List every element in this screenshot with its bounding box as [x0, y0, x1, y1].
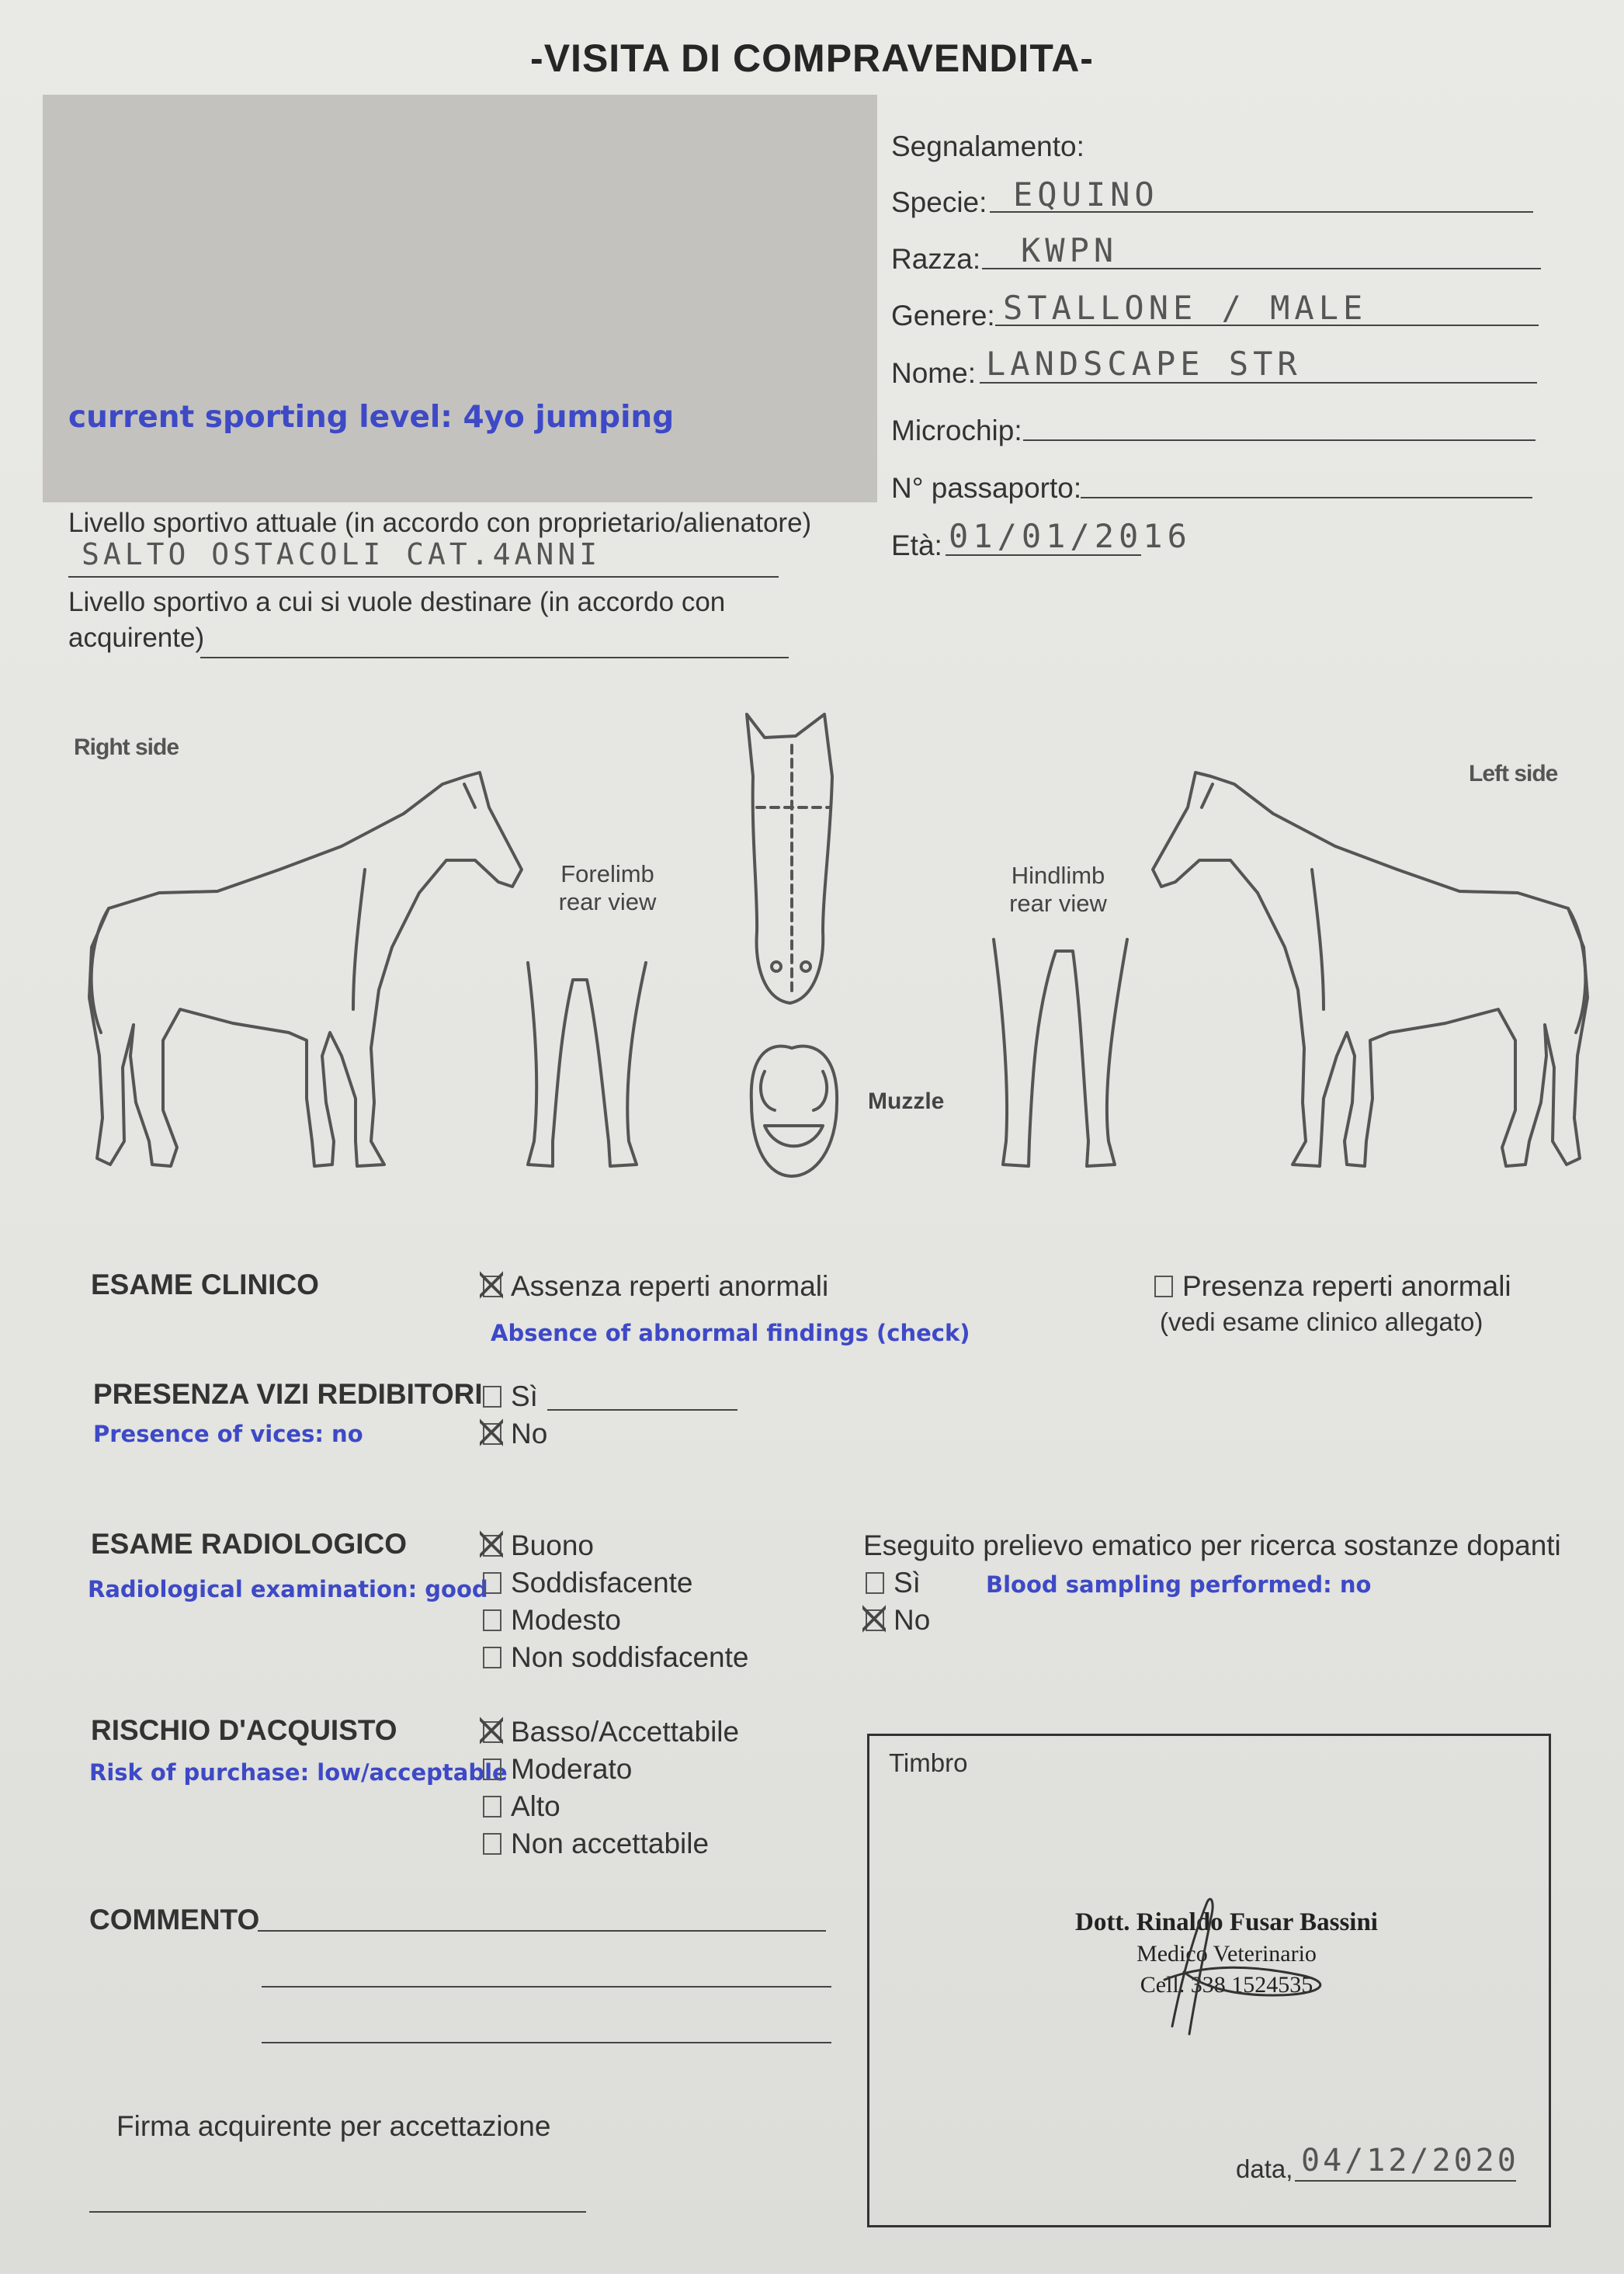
radiological-non-soddisfacente-checkbox[interactable]: [483, 1647, 501, 1668]
field-breed-value[interactable]: KWPN: [1021, 231, 1119, 269]
clinical-title: ESAME CLINICO: [91, 1269, 319, 1300]
clinical-absence-option[interactable]: Assenza reperti anormali: [483, 1270, 828, 1303]
blood-no-checkbox[interactable]: [866, 1609, 884, 1631]
blood-title: Eseguito prelievo ematico per ricerca sostanze dopanti: [863, 1529, 1561, 1561]
risk-basso-checkbox[interactable]: [483, 1721, 501, 1743]
vet-signature: [1118, 1879, 1351, 2050]
diagram-left-side-label: Left side: [1469, 761, 1558, 786]
field-breed-label: Razza:: [891, 243, 981, 275]
annotation-radiological: Radiological examination: good: [88, 1576, 488, 1602]
comment-line-2: [262, 1986, 831, 1988]
radiological-option-soddisfacente[interactable]: Soddisfacente: [483, 1567, 693, 1599]
radiological-option-modesto[interactable]: Modesto: [483, 1604, 621, 1637]
risk-non-accettabile-checkbox[interactable]: [483, 1833, 501, 1855]
radiological-option-non-soddisfacente[interactable]: Non soddisfacente: [483, 1641, 748, 1674]
blood-no-option[interactable]: No: [866, 1604, 930, 1637]
annotation-vices: Presence of vices: no: [93, 1421, 363, 1447]
risk-option-moderato[interactable]: Moderato: [483, 1753, 632, 1786]
vices-yes-checkbox[interactable]: [483, 1386, 501, 1408]
diagram-right-side-label: Right side: [74, 734, 179, 760]
forelimb-rear-view-drawing: [528, 963, 646, 1166]
vet-name: Dott. Rinaldo Fusar Bassini: [1075, 1908, 1378, 1936]
vices-yes-line: [547, 1409, 737, 1411]
annotation-blood: Blood sampling performed: no: [986, 1571, 1372, 1598]
hindlimb-rear-view-drawing: [994, 939, 1127, 1166]
diagram-forelimb-label: Forelimb rear view: [558, 860, 657, 915]
horse-right-side-drawing: [89, 772, 522, 1166]
field-age-label: Età:: [891, 529, 942, 561]
risk-title: RISCHIO D'ACQUISTO: [91, 1714, 397, 1746]
field-name-label: Nome:: [891, 357, 976, 389]
muzzle-drawing: [751, 1047, 837, 1176]
vet-phone: Cell. 338 1524535: [1140, 1972, 1313, 1998]
date-value[interactable]: 04/12/2020: [1301, 2143, 1519, 2179]
radiological-modesto-checkbox[interactable]: [483, 1609, 501, 1631]
comment-title: COMMENTO: [89, 1904, 260, 1936]
buyer-signature-line[interactable]: [89, 2211, 586, 2213]
vet-role: Medico Veterinario: [1136, 1941, 1317, 1967]
field-name-value[interactable]: LANDSCAPE STR: [986, 345, 1302, 383]
vices-title: PRESENZA VIZI REDIBITORI: [93, 1378, 483, 1410]
signalment-heading: Segnalamento:: [891, 130, 1084, 162]
clinical-presence-checkbox[interactable]: [1154, 1276, 1173, 1297]
radiological-soddisfacente-checkbox[interactable]: [483, 1572, 501, 1594]
risk-moderato-checkbox[interactable]: [483, 1758, 501, 1780]
annotation-sporting-level: current sporting level: 4yo jumping: [68, 400, 675, 435]
vices-yes-option[interactable]: Sì: [483, 1380, 538, 1413]
horse-left-side-drawing: [1153, 772, 1588, 1166]
sport-current-label: Livello sportivo attuale (in accordo con proprietario/alienatore): [68, 508, 812, 538]
field-microchip-label: Microchip:: [891, 415, 1022, 446]
field-passport-label: N° passaporto:: [891, 472, 1082, 504]
clinical-absence-checkbox[interactable]: [483, 1276, 501, 1297]
risk-option-alto[interactable]: Alto: [483, 1790, 560, 1823]
diagram-hindlimb-label: Hindlimb rear view: [1009, 862, 1107, 917]
head-front-drawing: [747, 714, 832, 1003]
comment-line-3: [262, 2042, 831, 2043]
risk-alto-checkbox[interactable]: [483, 1796, 501, 1817]
clinical-presence-note: (vedi esame clinico allegato): [1160, 1307, 1483, 1336]
risk-option-non-accettabile[interactable]: Non accettabile: [483, 1828, 709, 1860]
vices-no-checkbox[interactable]: [483, 1423, 501, 1445]
risk-option-basso[interactable]: Basso/Accettabile: [483, 1716, 739, 1748]
form-title: -VISITA DI COMPRAVENDITA-: [530, 36, 1094, 80]
clinical-presence-option[interactable]: Presenza reperti anormali: [1154, 1270, 1511, 1303]
vices-no-option[interactable]: No: [483, 1418, 547, 1450]
sport-current-value[interactable]: SALTO OSTACOLI CAT.4ANNI: [82, 537, 602, 571]
annotation-clinical: Absence of abnormal findings (check): [491, 1320, 970, 1346]
sport-target-label-2: acquirente): [68, 623, 205, 653]
sport-target-label-1: Livello sportivo a cui si vuole destinare (in accordo con: [68, 587, 726, 617]
radiological-option-buono[interactable]: Buono: [483, 1529, 594, 1562]
stamp-label: Timbro: [889, 1748, 968, 1777]
diagram-muzzle-label: Muzzle: [868, 1088, 945, 1114]
blood-yes-option[interactable]: Sì: [866, 1567, 921, 1599]
date-line: [1295, 2180, 1516, 2182]
field-species-label: Specie:: [891, 186, 987, 218]
blood-yes-checkbox[interactable]: [866, 1572, 884, 1594]
field-gender-value[interactable]: STALLONE / MALE: [1003, 289, 1368, 327]
date-label: data,: [1236, 2154, 1293, 2183]
field-age-value[interactable]: 01/01/2016: [949, 517, 1192, 555]
field-species-value[interactable]: EQUINO: [1013, 175, 1159, 214]
annotation-risk: Risk of purchase: low/acceptable: [89, 1759, 508, 1786]
radiological-title: ESAME RADIOLOGICO: [91, 1528, 408, 1560]
comment-line-1: [258, 1930, 826, 1932]
field-gender-label: Genere:: [891, 300, 995, 332]
radiological-buono-checkbox[interactable]: [483, 1535, 501, 1557]
buyer-signature-label: Firma acquirente per accettazione: [116, 2110, 551, 2142]
